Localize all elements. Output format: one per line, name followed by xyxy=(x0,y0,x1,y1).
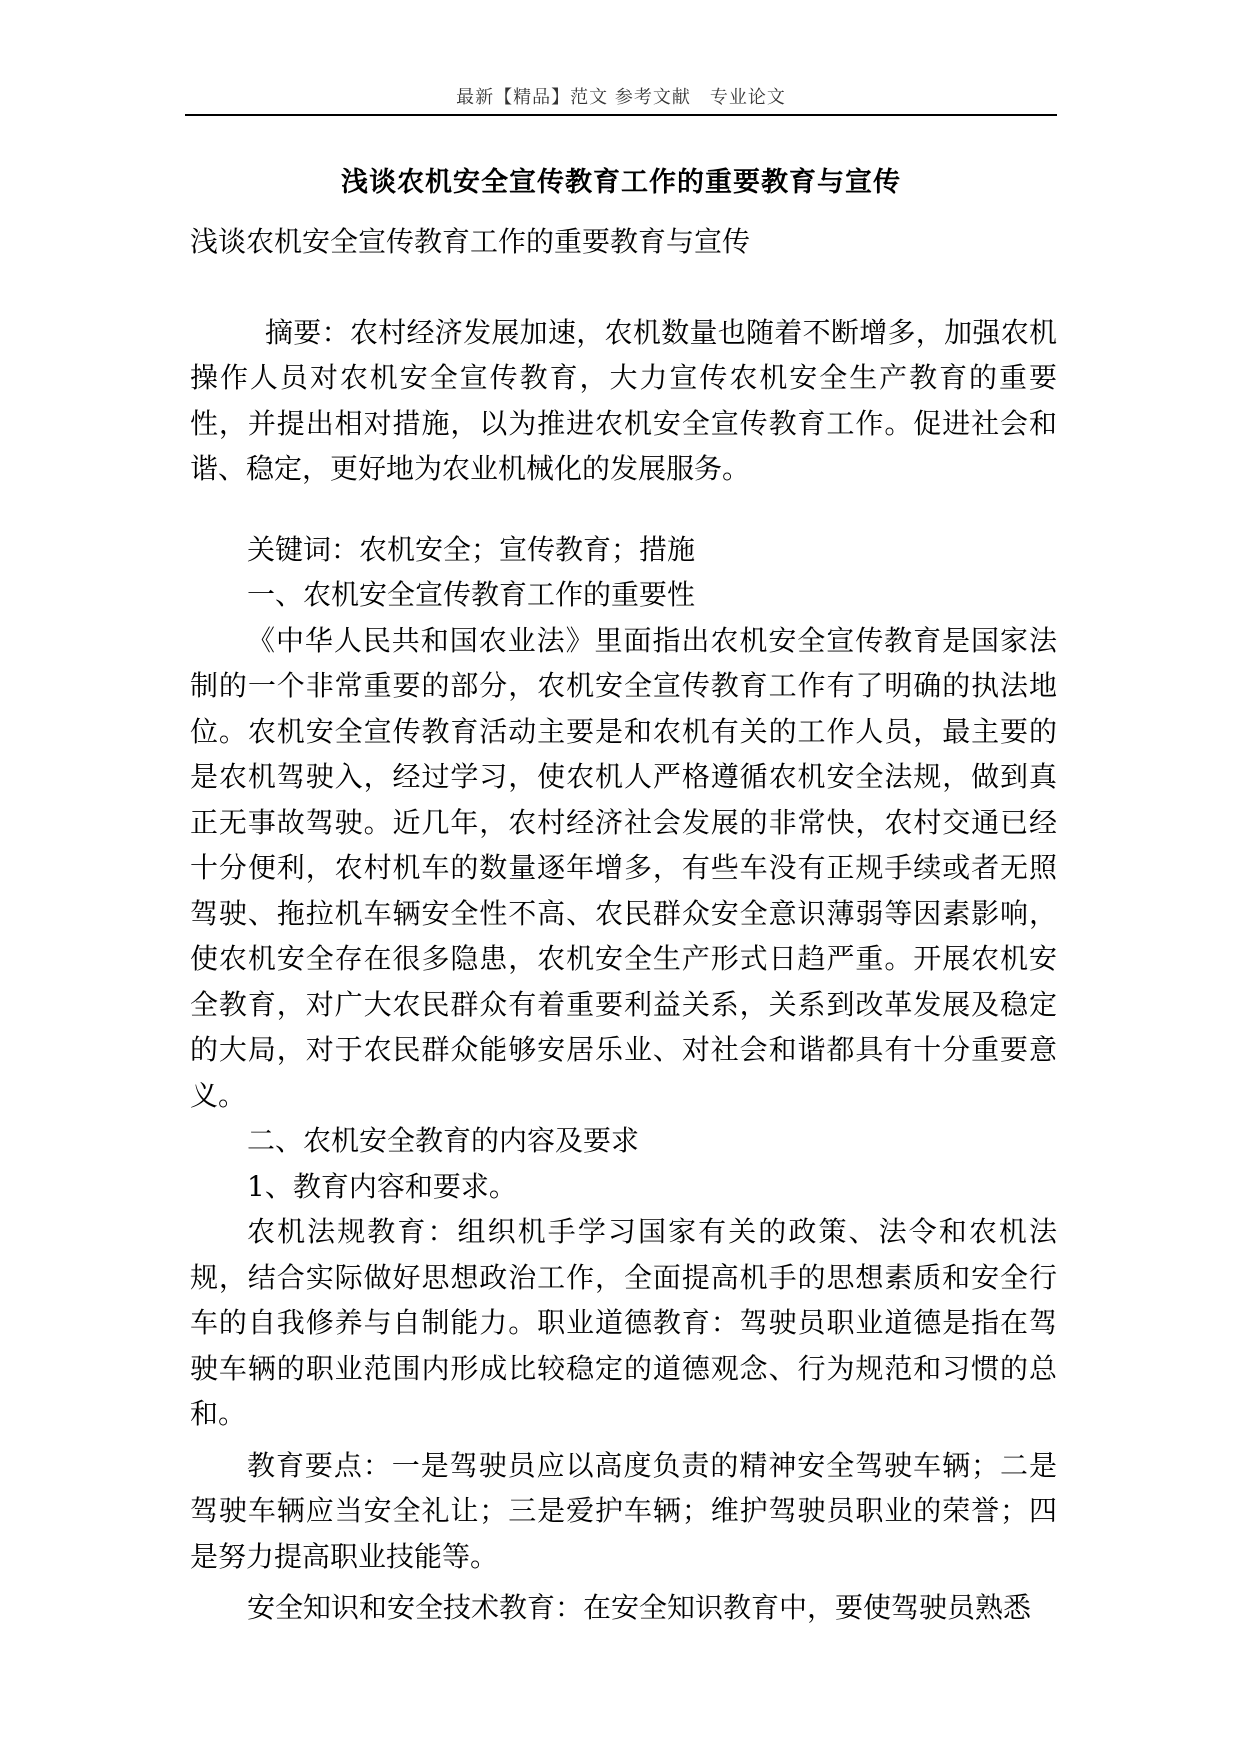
document-body xyxy=(190,219,1057,1631)
running-header: 最新【精品】范文 参考文献 专业论文 xyxy=(456,87,786,108)
subsection-1-heading: 1、教育内容和要求。 xyxy=(247,1169,517,1203)
education-key-points-paragraph: 教育要点：一是驾驶员应以高度负责的精神安全驾驶车辆；二是驾驶车辆应当安全礼让；三是爱护车辆；维护驾驶员职业的荣誉；四是努力提高职业技能等。 xyxy=(190,1448,1057,1573)
section-1-heading: 一、农机安全宣传教育工作的重要性 xyxy=(247,578,696,611)
section-2-heading: 二、农机安全教育的内容及要求 xyxy=(247,1124,640,1157)
abstract-paragraph: 摘要：农村经济发展加速，农机数量也随着不断增多，加强农机操作人员对农机安全宣传教育，大力宣传农机安全生产教育的重要性，并提出相对措施，以为推进农机安全宣传教育工作。促进社会和谐、稳定，更好地为农业机械化的发展服务。 xyxy=(190,315,1057,485)
safety-knowledge-paragraph: 安全知识和安全技术教育：在安全知识教育中，要使驾驶员熟悉 xyxy=(247,1591,1032,1624)
regulations-education-paragraph: 农机法规教育：组织机手学习国家有关的政策、法令和农机法规，结合实际做好思想政治工作，全面提高机手的思想素质和安全行车的自我修养与自制能力。职业道德教育：驾驶员职业道德是指在驾驶车辆的职业范围内形成比较稳定的道德观念、行为规范和习惯的总和。 xyxy=(190,1215,1057,1430)
document-subtitle: 浅谈农机安全宣传教育工作的重要教育与宣传 xyxy=(190,225,751,258)
document-title: 浅谈农机安全宣传教育工作的重要教育与宣传 xyxy=(341,167,901,198)
keywords-line: 关键词：农机安全；宣传教育；措施 xyxy=(247,532,696,566)
header-divider xyxy=(185,114,1057,116)
section-1-paragraph: 《中华人民共和国农业法》里面指出农机安全宣传教育是国家法制的一个非常重要的部分，农机安全宣传教育工作有了明确的执法地位。农机安全宣传教育活动主要是和农机有关的工作人员，最主要的是农机驾驶入，经过学习，使农机人严格遵循农机安全法规，做到真正无事故驾驶。近几年，农村经济社会发展的非常快，农村交通已经十分便利，农村机车的数量逐年增多，有些车没有正规手续或者无照驾驶、拖拉机车辆安全性不高、农民群众安全意识薄弱等因素影响，使农机安全存在很多隐患，农机安全生产形式日趋严重。开展农机安全教育，对广大农民群众有着重要利益关系，关系到改革发展及稳定的大局，对于农民群众能够安居乐业、对社会和谐都具有十分重要意义。 xyxy=(190,623,1057,1112)
